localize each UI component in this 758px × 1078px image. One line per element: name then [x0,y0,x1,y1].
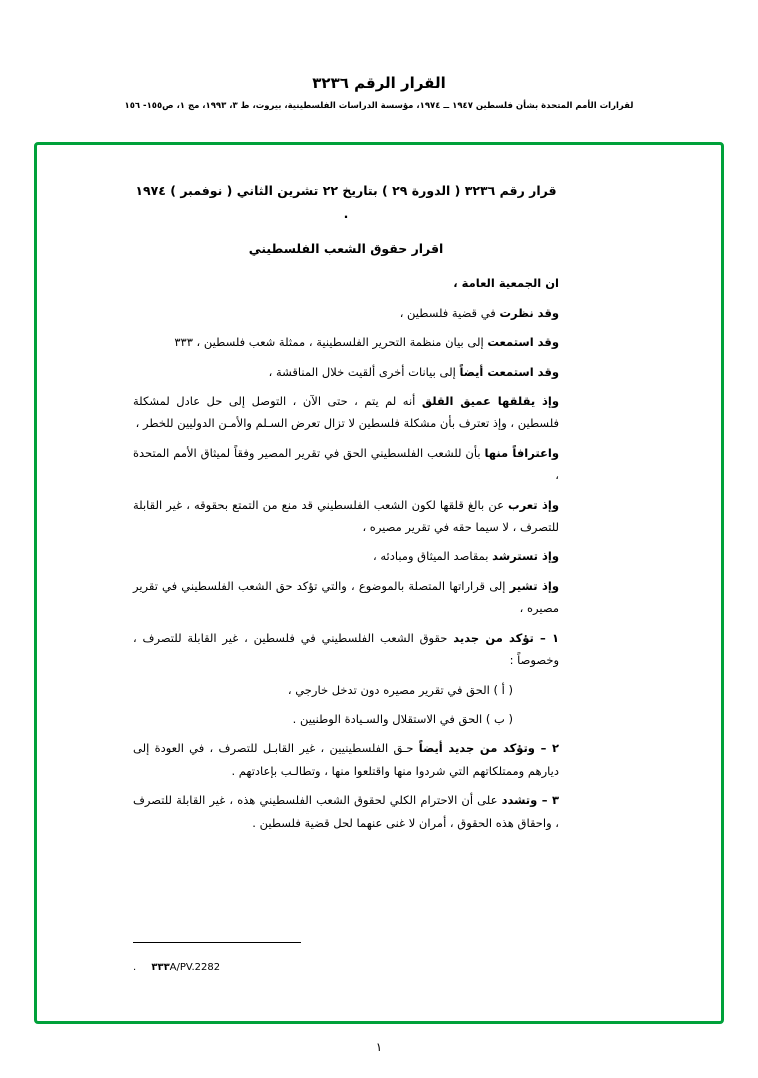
page-number: ١ [375,1040,383,1054]
numbered-item [133,737,559,782]
content-frame [34,142,724,1024]
source-citation: لقرارات الأمم المتحدة بشأن فلسطين ١٩٤٧ ــ ١٩٧٤، مؤسسة الدراسات الفلسطينية، بيروت، ط ٣، ١٩٩٣، مج ١، ص١٥٥- ١٥٦ [124,101,634,111]
paragraph [133,575,559,620]
paragraph-text: على أن الاحترام الكلي لحقوق الشعب الفلسطيني هذه ، غير القابلة للتصرف ، واحقاق هذه الحقوق ، أمران لا غنى عنهما لحل قضية فلسطين . [133,793,559,830]
paragraph-lead: وقد استمعت [487,335,559,350]
resolution-subject: اقرار حقوق الشعب الفلسطيني [248,241,444,257]
paragraph-lead: ٣ – وتشدد [501,793,559,808]
paragraph-lead: وإذ تشير [509,578,559,593]
paragraph-lead: ان الجمعية العامة ، [453,276,559,291]
paragraph [133,331,559,353]
paragraph-text: حقوق الشعب الفلسطيني في فلسطين ، غير القابلة للتصرف ، وخصوصاً : [133,630,559,668]
paragraph-lead: وإذ تعرب [508,497,559,512]
document-header [0,0,758,111]
paragraph-text: ( أ ) الحق في تقرير مصيره دون تدخل خارجي ، [287,682,513,697]
sub-item [133,708,559,730]
numbered-item [133,789,559,834]
paragraph-lead: ١ – تؤكد من جديد [453,630,559,645]
paragraph [133,494,559,539]
paragraph [133,361,559,383]
paragraph-lead: واعترافاً منها [484,445,559,460]
paragraph-lead: ٢ – وتؤكد من جديد أيضاً [418,741,559,756]
numbered-item [133,627,559,672]
paragraph-text: ( ب ) الحق في الاستقلال والسـيادة الوطنيين . [292,712,513,726]
paragraph [133,390,559,435]
footnote [133,962,220,973]
paragraph-lead: وقد استمعت أيضاً [459,364,559,379]
paragraph-lead: وإذ تسترشد [492,549,559,564]
paragraph-text: أنه لم يتم ، حتى الآن ، التوصل إلى حل عادل لمشكلة فلسطين ، وإذ تعترف بأن مشكلة فلسطين لا تزال تعرض السـلم والأمـن الدوليين للخطر ، [133,393,559,431]
page-title: القرار الرقم ٣٢٣٦ [312,74,446,92]
paragraph-lead: وإذ يقلقها عميق القلق [421,393,559,408]
paragraph [133,302,559,324]
sub-item [133,679,559,701]
paragraph-text: إلى بيانات أخرى ألقيت خلال المناقشة ، [268,364,460,379]
paragraph-text: إلى بيان منظمة التحرير الفلسطينية ، ممثلة شعب فلسطين ، ٣٣٣ [174,335,488,350]
paragraph-lead: وقد نظرت [499,305,559,320]
paragraph-text: بأن للشعب الفلسطيني الحق في تقرير المصير وفقاً لميثاق الأمم المتحدة ، [133,445,559,483]
paragraph-text: في قضية فلسطين ، [399,305,500,320]
paragraph-text: إلى قراراتها المتصلة بالموضوع ، والتي تؤكد حق الشعب الفلسطيني في تقرير مصيره ، [133,578,559,616]
resolution-heading: قرار رقم ٣٢٣٦ ( الدورة ٢٩ ) بتاريخ ٢٢ تشرين الثاني ( نوفمبر ) ١٩٧٤ . [135,183,557,222]
paragraph [133,272,559,294]
footnote-text: A/PV.2282 . [133,962,221,973]
resolution-body [133,179,559,841]
paragraph-text: عن بالغ قلقها لكون الشعب الفلسطيني قد منع من التمتع بحقوقه ، غير القابلة للتصرف ، لا سيما حقه في تقرير مصيره ، [133,497,559,535]
paragraph-text: حـق الفلسطينيين ، غير القابـل للتصرف ، في العودة إلى ديارهم وممتلكاتهم التي شردوا منها واقتلعوا منها ، وتطالـب بإعادتهم . [133,741,559,778]
footnote-separator [133,942,301,943]
paragraph-text: بمقاصد الميثاق ومبادئه ، [372,549,493,564]
paragraph [133,442,559,487]
paragraph [133,545,559,567]
footnote-number: ٣٣٣ [151,962,170,973]
